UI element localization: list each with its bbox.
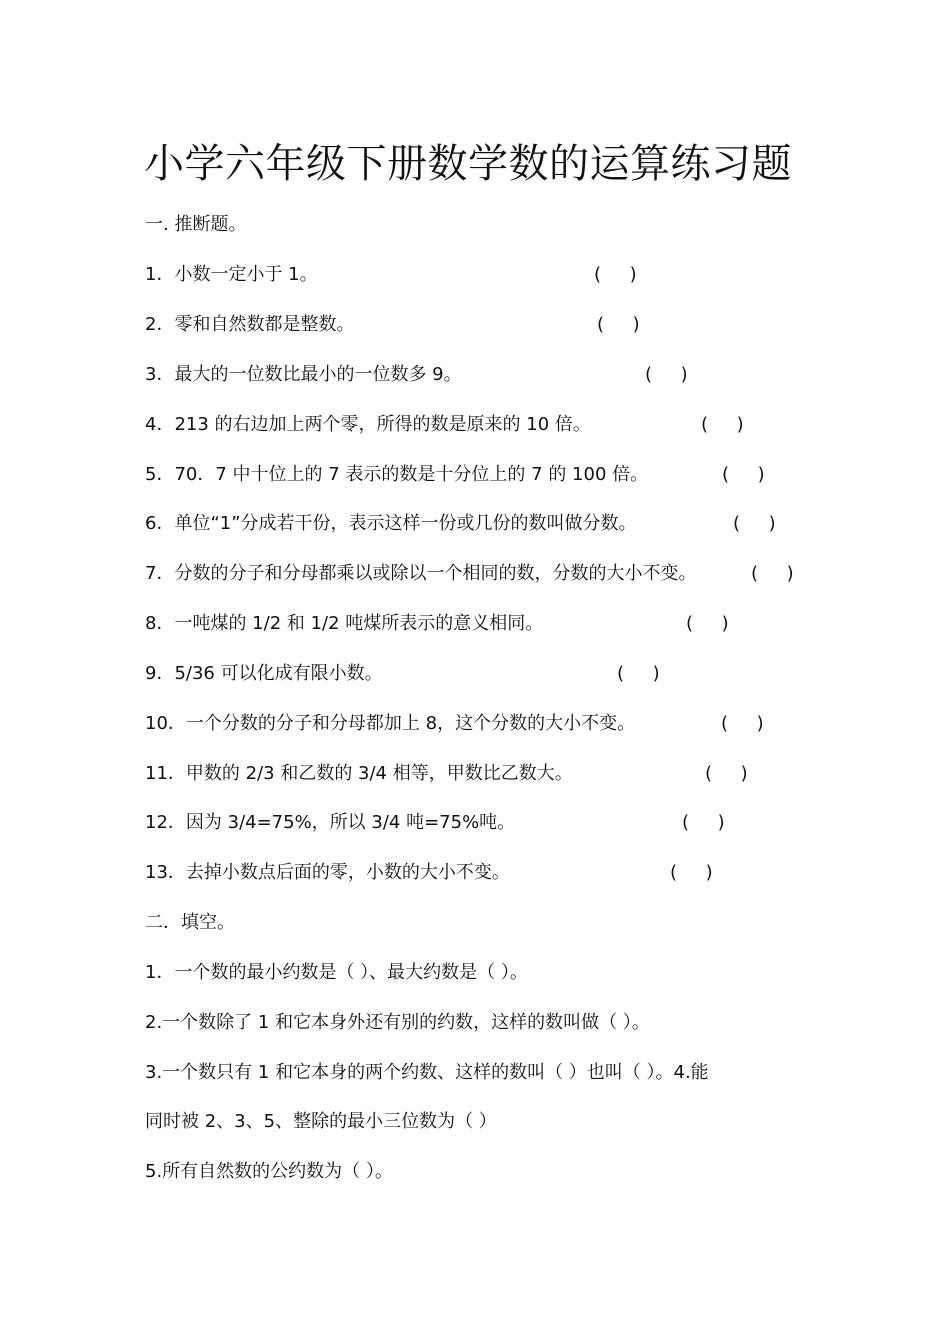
question-item: 10．一个分数的分子和分母都加上 8，这个分数的大小不变。 xyxy=(145,713,636,734)
question-item: 5．70．7 中十位上的 7 表示的数是十分位上的 7 的 100 倍。 xyxy=(145,464,649,485)
fill-in-item: 1．一个数的最小约数是（ ）、最大约数是（ ）。 xyxy=(145,962,528,983)
answer-blank: ( ) xyxy=(594,264,637,285)
answer-blank: ( ) xyxy=(705,763,748,784)
answer-blank: ( ) xyxy=(670,862,713,883)
question-item: 2．零和自然数都是整数。 xyxy=(145,314,355,335)
answer-blank: ( ) xyxy=(597,314,640,335)
question-item: 7．分数的分子和分母都乘以或除以一个相同的数，分数的大小不变。 xyxy=(145,563,697,584)
answer-blank: ( ) xyxy=(617,663,660,684)
question-item: 12．因为 3/4=75%，所以 3/4 吨=75%吨。 xyxy=(145,812,516,833)
fill-in-item: 3.一个数只有 1 和它本身的两个约数、这样的数叫（ ）也叫（ ）。4.能 xyxy=(145,1062,709,1083)
document-title: 小学六年级下册数学数的运算练习题 xyxy=(144,141,792,187)
section-heading-judgement: 一. 推断题。 xyxy=(145,214,247,235)
answer-blank: ( ) xyxy=(751,563,794,584)
fill-in-item: 5.所有自然数的公约数为（ ）。 xyxy=(145,1161,393,1182)
answer-blank: ( ) xyxy=(686,613,729,634)
fill-in-item: 2.一个数除了 1 和它本身外还有别的约数，这样的数叫做（ ）。 xyxy=(145,1012,650,1033)
question-item: 11．甲数的 2/3 和乙数的 3/4 相等，甲数比乙数大。 xyxy=(145,763,573,784)
answer-blank: ( ) xyxy=(701,414,744,435)
question-item: 3．最大的一位数比最小的一位数多 9。 xyxy=(145,364,462,385)
section-heading-fill-in: 二．填空。 xyxy=(145,912,235,933)
answer-blank: ( ) xyxy=(682,812,725,833)
question-item: 1．小数一定小于 1。 xyxy=(145,264,318,285)
question-item: 8．一吨煤的 1/2 和 1/2 吨煤所表示的意义相同。 xyxy=(145,613,544,634)
question-item: 9．5/36 可以化成有限小数。 xyxy=(145,663,383,684)
question-item: 13．去掉小数点后面的零，小数的大小不变。 xyxy=(145,862,510,883)
answer-blank: ( ) xyxy=(722,464,765,485)
answer-blank: ( ) xyxy=(733,513,776,534)
fill-in-item: 同时被 2、3、5、整除的最小三位数为（ ） xyxy=(145,1111,497,1132)
answer-blank: ( ) xyxy=(721,713,764,734)
question-item: 4．213 的右边加上两个零，所得的数是原来的 10 倍。 xyxy=(145,414,591,435)
question-item: 6．单位“1”分成若干份，表示这样一份或几份的数叫做分数。 xyxy=(145,513,637,534)
answer-blank: ( ) xyxy=(645,364,688,385)
